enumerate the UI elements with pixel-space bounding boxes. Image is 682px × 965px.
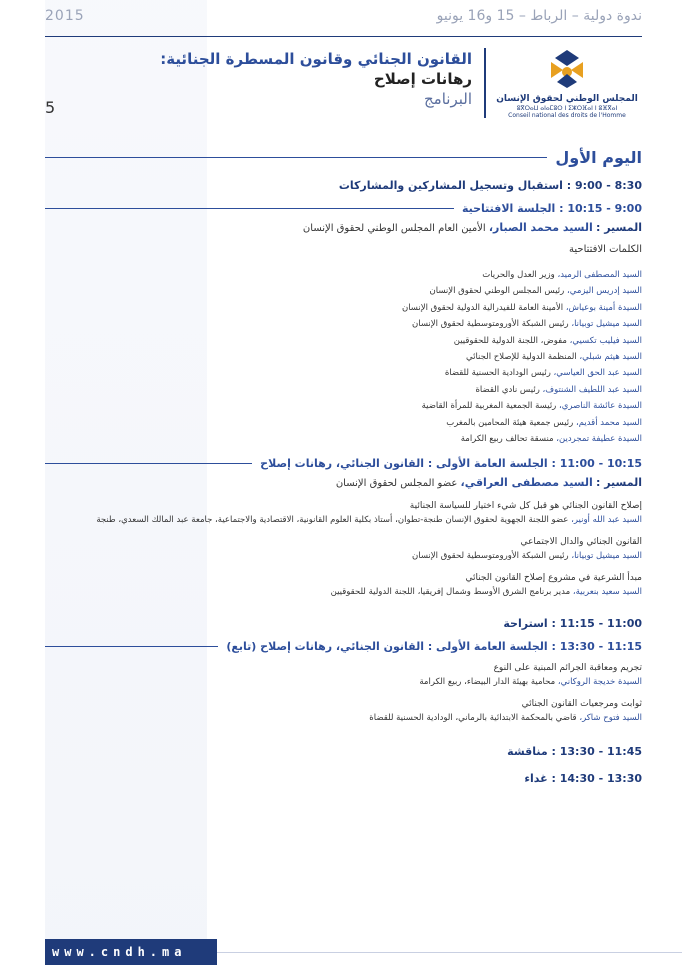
moderator-role: عضو المجلس لحقوق الإنسان — [335, 478, 458, 490]
doc-title: القانون الجنائي وقانون المسطرة الجنائية: — [160, 50, 472, 68]
talk-title: ثوابت ومرجعيات القانون الجنائي — [521, 699, 642, 710]
list-item — [45, 333, 642, 349]
speaker-role: رئيس نادي القضاة — [475, 384, 540, 395]
talk-title: القانون الجنائي والدال الاجتماعي — [520, 537, 642, 548]
speaker-role: مفوض، اللجنة الدولية للحقوقيين — [453, 335, 567, 346]
speaker-role: رئيس الشبكة الأورومتوسطية لحقوق الإنسان — [412, 551, 569, 562]
talk-title: مبدأ الشرعية في مشروع إصلاح القانون الجنائي — [465, 573, 642, 584]
list-item — [45, 398, 642, 414]
moderator-name: السيد مصطفى العراقي، — [460, 476, 593, 490]
header-separator — [484, 48, 486, 118]
session-rule — [45, 463, 252, 464]
footer-rule — [217, 952, 682, 953]
speaker-role: محامية بهيئة الدار البيضاء، ربيع الكرامة — [419, 677, 556, 688]
talk-title: تجريم ومعاقبة الجرائم المبنية على النوع — [493, 663, 642, 674]
list-item — [45, 283, 642, 299]
logo-arabic: المجلس الوطني لحقوق الإنسان — [496, 94, 638, 104]
list-item — [45, 316, 642, 332]
talk-speaker — [45, 585, 642, 599]
talk-speaker — [45, 549, 642, 563]
moderator — [45, 476, 642, 489]
session-title: 11:15 - 13:30 : الجلسة العامة الأولى : القانون الجنائي، رهانات إصلاح (تابع) — [226, 640, 642, 654]
list-item — [45, 431, 642, 447]
slot-break: 11:00 - 11:15 : استراحة — [503, 617, 642, 631]
talk-list — [45, 661, 642, 725]
speaker-role: رئيس جمعية هيئة المحامين بالمغرب — [446, 417, 574, 428]
day-label: اليوم الأول — [555, 148, 642, 167]
opening-speeches-heading: الكلمات الافتتاحية — [569, 244, 642, 255]
session-title: 9:00 - 10:15 : الجلسة الافتتاحية — [461, 202, 642, 215]
day-rule — [45, 157, 547, 158]
speaker-role: رئيس الودادية الحسنية للقضاة — [444, 368, 551, 379]
list-item — [45, 267, 642, 283]
speaker-name: السيد ميشيل توبيانا، — [571, 551, 642, 562]
speaker-name: السيدة عطيفة تمجردين، — [556, 434, 642, 445]
slot-registration: 8:30 - 9:00 : استقبال وتسجيل المشاركين والمشاركات — [338, 179, 642, 192]
speaker-name: السيد عبد الله أونير، — [571, 515, 642, 526]
speaker-name: السيد إدريس اليزمي، — [566, 286, 642, 297]
speaker-name: السيد المصطفى الرميد، — [557, 270, 642, 280]
speaker-role: المنظمة الدولية للإصلاح الجنائي — [466, 352, 577, 363]
speaker-name: السيدة عائشة الناصري، — [559, 401, 642, 412]
speaker-name: السيد هيثم شبلي، — [579, 352, 642, 363]
moderator — [45, 221, 642, 234]
talk-speaker — [45, 513, 642, 527]
talk-speaker — [45, 675, 642, 689]
top-divider — [45, 36, 642, 37]
page-number: 5 — [45, 98, 56, 117]
speaker-role: رئيس المجلس الوطني لحقوق الإنسان — [429, 286, 565, 297]
session-plenary-1-cont — [45, 640, 642, 653]
session-plenary-1 — [45, 457, 642, 470]
moderator-label: المسير : — [595, 476, 642, 490]
speaker-role: قاضي بالمحكمة الابتدائية بالرماني، الودادية الحسنية للقضاة — [369, 713, 577, 724]
list-item — [45, 415, 642, 431]
slot-lunch: 13:30 - 14:30 : غداء — [524, 772, 642, 786]
speaker-name: السيد عبد اللطيف الشنتوف، — [542, 384, 642, 395]
moderator-name: السيد محمد الصبار، — [488, 221, 593, 234]
moderator-role: الأمين العام المجلس الوطني لحقوق الإنسان — [302, 223, 486, 234]
cndh-emblem-icon — [547, 48, 587, 90]
speaker-role: رئيس الشبكة الأورومتوسطية لحقوق الإنسان — [412, 319, 569, 330]
speaker-name: السيد فتوح شاكر، — [579, 713, 642, 724]
speaker-role: رئيسة الجمعية المغربية للمرأة القاضية — [421, 401, 557, 412]
speaker-role: الأمينة العامة للفيدرالية الدولية لحقوق الإنسان — [401, 302, 564, 313]
cndh-logo — [492, 44, 642, 122]
speaker-name: السيد عبد الحق العياسي، — [553, 368, 642, 379]
event-banner — [45, 8, 642, 24]
program-content — [45, 148, 642, 791]
speaker-role: مدير برنامج الشرق الأوسط وشمال إفريقيا، اللجنة الدولية للحقوقيين — [330, 587, 571, 598]
session-title: 10:15 - 11:00 : الجلسة العامة الأولى : القانون الجنائي، رهانات إصلاح — [260, 457, 642, 471]
session-opening — [45, 202, 642, 215]
logo-tifinagh: ⵓⴳⵔⴰⵡ ⴰⵏⴰⵎⵓⵔ ⵏ ⵉⵣⵔⴼⴰⵏ ⵏ ⵓⴼⴳⴰⵏ — [516, 105, 618, 112]
speaker-role: وزير العدل والحريات — [482, 270, 555, 280]
session-rule — [45, 646, 218, 647]
speaker-list — [45, 267, 642, 447]
moderator-label: المسير : — [595, 221, 642, 234]
slot-discussion: 11:45 - 13:30 : مناقشة — [507, 745, 642, 759]
list-item — [45, 382, 642, 398]
list-item — [45, 349, 642, 365]
day-heading — [45, 148, 642, 167]
speaker-name: السيد سعيد بنعربية، — [572, 587, 642, 598]
talk-speaker — [45, 711, 642, 725]
speaker-name: السيد محمد أقديم، — [575, 417, 642, 428]
session-rule — [45, 208, 454, 209]
header-titles — [112, 50, 472, 108]
logo-french: Conseil national des droits de l'Homme — [508, 112, 626, 119]
list-item — [45, 300, 642, 316]
speaker-role: منسقة تحالف ربيع الكرامة — [460, 434, 554, 445]
doc-subtitle: رهانات إصلاح — [373, 70, 472, 88]
talk-title: إصلاح القانون الجنائي هو قبل كل شيء اختيار للسياسة الجنائية — [409, 501, 642, 512]
page-header — [45, 44, 642, 124]
speaker-role: عضو اللجنة الجهوية لحقوق الإنسان طنجة-تطوان، أستاذ بكلية العلوم القانونية، الاقتصادية والاجتماعية، جامعة عبد المالك السعدي، طنجة — [96, 515, 569, 526]
doc-section: البرنامج — [423, 90, 472, 108]
speaker-name: السيدة أمينة بوعياش، — [565, 302, 642, 313]
event-title: ندوة دولية – الرباط – 15 و16 يونيو — [436, 8, 642, 24]
talk-list — [45, 499, 642, 599]
speaker-name: السيد ميشيل توبيانا، — [571, 319, 642, 330]
footer-website[interactable]: www.cndh.ma — [52, 945, 187, 959]
event-year: 2015 — [45, 8, 85, 24]
speaker-name: السيدة خديجة الروكاني، — [557, 677, 642, 688]
speaker-name: السيد فيليب تكسيي، — [569, 335, 642, 346]
list-item — [45, 365, 642, 381]
